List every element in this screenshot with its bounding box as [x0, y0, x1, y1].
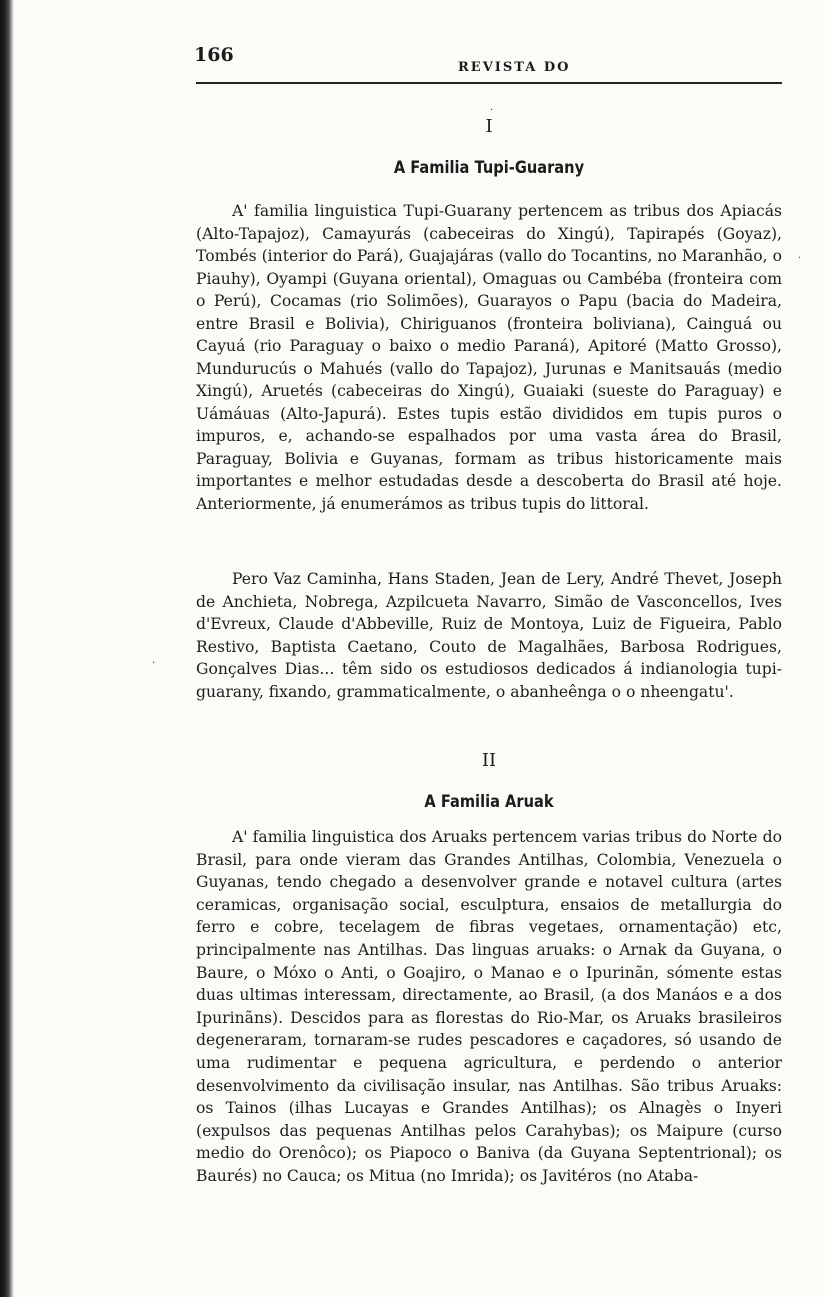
paragraph-tupi-scholars: Pero Vaz Caminha, Hans Staden, Jean de Lery, André Thevet, Joseph de Anchieta, Nobrega, Azpilcueta Navarro, Simão de Vasconcellos, Ives d'Evreux, Claude d'Abbeville, Ruiz de Montoya, Luiz de Figueira, Pablo Restivo, Baptista Caetano, Couto de Magalhães, Barbosa Rodrigues, Gonçalves Dias... têm sido os estudiosos dedicados á indianologia tupi-guarany, fixando, grammaticalmente, o abanheênga o o nheengatu'.	[196, 570, 782, 701]
paragraph-tupi-tribes: A' familia linguistica Tupi-Guarany pertencem as tribus dos Apiacás (Alto-Tapajoz), Camayurás (cabeceiras do Xingú), Tapirapés (Goyaz), Tombés (interior do Pará), Guajajáras (vallo do Tocantins, no Maranhão, o Piauhy), Oyampi (Guyana oriental), Omaguas ou Cambéba (fronteira com o Perú), Cocamas (rio Solimões), Guarayos o Papu (bacia do Madeira, entre Brasil e Bolivia), Chiriguanos (fronteira boliviana), Cainguá ou Cayuá (rio Paraguay o baixo o medio Paraná), Apitoré (Matto Grosso), Mundurucús o Mahués (vallo do Tapajoz), Jurunas e Manitsauás (medio Xingú), Aruetés (cabeceiras do Xingú), Guaiaki (sueste do Paraguay) e Uámáuas (Alto-Japurá). Estes tupis estão divididos em tupis puros o impuros, e, achando-se espalhados por uma vasta área do Brasil, Paraguay, Bolivia e Guyanas, formam as tribus historicamente mais importantes e melhor estudadas desde a descoberta do Brasil até hoje. Anteriormente, já enumerámos as tribus tupis do littoral.	[196, 202, 782, 513]
paragraph-aruak: A' familia linguistica dos Aruaks pertencem varias tribus do Norte do Brasil, para onde vieram das Grandes Antilhas, Colombia, Venezuela o Guyanas, tendo chegado a desenvolver grande e notavel cultura (artes ceramicas, organisação social, esculptura, ensaios de metallurgia do ferro e cobre, tecelagem de fibras vegetaes, ornamentação) etc, principalmente nas Antilhas. Das linguas aruaks: o Arnak da Guyana, o Baure, o Móxo o Anti, o Goajiro, o Manao e o Ipurinãn, sómente estas duas ultimas interessam, directamente, ao Brasil, (a dos Manáos e a dos Ipurinãns). Descidos para as florestas do Rio-Mar, os Aruaks brasileiros degeneraram, tornaram-se rudes pescadores e caçadores, só usando de uma rudimentar e pequena agricultura, e perdendo o anterior desenvolvimento da civilisação insular, nas Antilhas. São tribus Aruaks: os Tainos (ilhas Lucayas e Grandes Antilhas); os Alnagès o Inyeri (expulsos das pequenas Antilhas pelos Carahybas); os Maipure (curso medio do Orenôco); os Piapoco o Baniva (da Guyana Septentrional); os Baurés) no Cauca; os Mitua (no Imrida); os Javitéros (no Ataba-	[196, 828, 782, 1185]
section-title-2: A Familia Aruak	[424, 792, 554, 812]
page-number: 166	[194, 44, 234, 66]
header-rule	[196, 82, 782, 84]
section-title-1: A Familia Tupi-Guarany	[393, 158, 585, 178]
running-title: REVISTA DO	[458, 60, 571, 75]
section-numeral-1: I	[485, 116, 493, 137]
ink-speck: .	[798, 250, 802, 261]
ink-speck: .	[490, 102, 494, 113]
section-numeral-2: II	[481, 750, 497, 771]
ink-speck: .	[152, 655, 156, 666]
